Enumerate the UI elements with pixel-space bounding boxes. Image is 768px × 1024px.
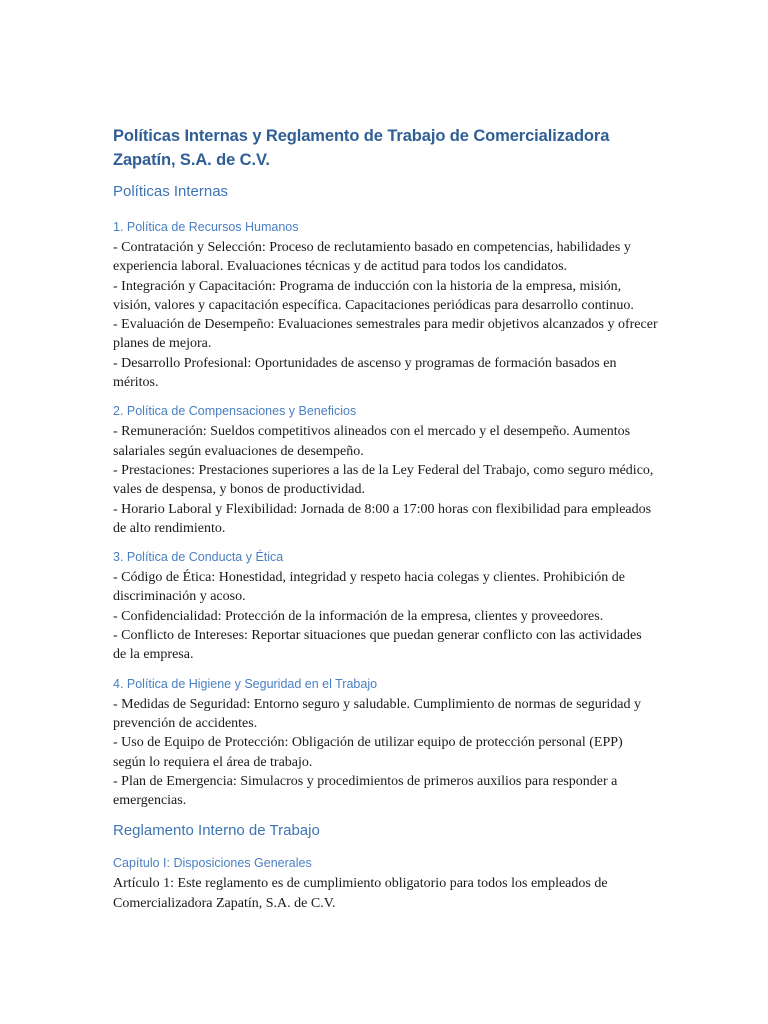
section-heading: 1. Política de Recursos Humanos	[113, 220, 299, 234]
policy-sections	[113, 219, 658, 810]
section-item: - Evaluación de Desempeño: Evaluaciones semestrales para medir objetivos alcanzados y ofrecer planes de mejora.	[113, 317, 658, 352]
heading-politicas-internas: Políticas Internas	[113, 183, 229, 200]
section-item: - Confidencialidad: Protección de la información de la empresa, clientes y proveedores.	[113, 608, 604, 624]
section-item: - Remuneración: Sueldos competitivos alineados con el mercado y el desempeño. Aumentos salariales según evaluaciones de desempeño.	[113, 424, 631, 459]
section-item: - Integración y Capacitación: Programa de inducción con la historia de la empresa, misión, visión, valores y capacitación específica. Capacitaciones periódicas para desarrollo continuo.	[113, 278, 634, 313]
section-item: - Desarrollo Profesional: Oportunidades de ascenso y programas de formación basados en méritos.	[113, 355, 617, 391]
section-item: - Horario Laboral y Flexibilidad: Jornada de 8:00 a 17:00 horas con flexibilidad para empleados de alto rendimiento.	[113, 501, 652, 536]
policy-section	[113, 549, 658, 664]
section-item: - Contratación y Selección: Proceso de reclutamiento basado en competencias, habilidades y experiencia laboral. Evaluaciones técnicas y de actitud para todos los candidatos.	[113, 240, 631, 275]
policy-section	[113, 219, 658, 392]
heading-reglamento: Reglamento Interno de Trabajo	[113, 822, 320, 840]
section-item: - Prestaciones: Prestaciones superiores a las de la Ley Federal del Trabajo, como seguro médico, vales de despensa, y bonos de productividad.	[113, 462, 654, 498]
document-page	[113, 124, 658, 924]
section-item: - Plan de Emergencia: Simulacros y procedimientos de primeros auxilios para responder a emergencias.	[113, 773, 618, 809]
chapter-items	[113, 874, 658, 913]
section-heading: 4. Política de Higiene y Seguridad en el Trabajo	[113, 676, 378, 691]
section-item: - Código de Ética: Honestidad, integridad y respeto hacia colegas y clientes. Prohibición de discriminación y acoso.	[113, 570, 626, 605]
chapter-section	[113, 855, 658, 913]
section-heading: 3. Política de Conducta y Ética	[113, 550, 284, 565]
chapter-item: Artículo 1: Este reglamento es de cumplimiento obligatorio para todos los empleados de Comercializadora Zapatín, S.A. de C.V.	[113, 876, 608, 911]
chapter-heading: Capítulo I: Disposiciones Generales	[113, 856, 312, 871]
section-item: - Conflicto de Intereses: Reportar situaciones que puedan generar conflicto con las actividades de la empresa.	[113, 628, 642, 663]
section-heading: 2. Política de Compensaciones y Beneficios	[113, 404, 357, 419]
policy-section	[113, 403, 658, 538]
policy-section	[113, 676, 658, 811]
document-title: Políticas Internas y Reglamento de Trabajo de Comercializadora Zapatín, S.A. de C.V.	[113, 127, 610, 169]
section-item: - Medidas de Seguridad: Entorno seguro y saludable. Cumplimiento de normas de seguridad y prevención de accidentes.	[113, 696, 642, 731]
section-item: - Uso de Equipo de Protección: Obligación de utilizar equipo de protección personal (EPP) según lo requiera el área de trabajo.	[113, 735, 623, 770]
